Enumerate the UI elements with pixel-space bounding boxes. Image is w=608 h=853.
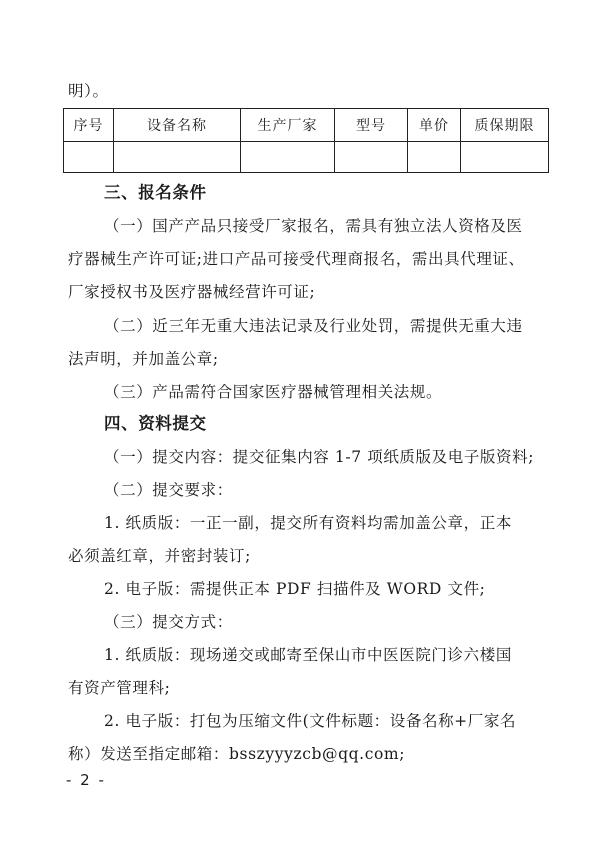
table-cell <box>114 142 241 173</box>
paragraph-line: 厂家授权书及医疗器械经营许可证; <box>68 283 316 301</box>
table-row <box>64 142 549 173</box>
paragraph-line: 1. 纸质版：一正一副，提交所有资料均需加盖公章，正本 <box>104 514 512 532</box>
paragraph-line: 1. 纸质版：现场递交或邮寄至保山市中医医院门诊六楼国 <box>104 646 512 664</box>
table-header-cell: 单价 <box>408 109 461 142</box>
paragraph-line: 2. 电子版：需提供正本 PDF 扫描件及 WORD 文件; <box>104 580 486 598</box>
table-header-cell: 质保期限 <box>461 109 549 142</box>
table-cell <box>64 142 114 173</box>
paragraph-line: 法声明，并加盖公章; <box>68 350 219 368</box>
table-header-cell: 型号 <box>335 109 408 142</box>
continuation-text: 明）。 <box>68 82 109 100</box>
paragraph-line: （一）提交内容：提交征集内容 1-7 项纸质版及电子版资料; <box>104 448 535 466</box>
table-header-cell: 序号 <box>64 109 114 142</box>
paragraph-line: 称）发送至指定邮箱：bsszyyyzcb@qq.com; <box>68 745 406 763</box>
paragraph-line: （三）提交方式： <box>104 613 233 631</box>
table-header-cell: 生产厂家 <box>241 109 335 142</box>
table-header-row <box>64 109 549 142</box>
table-cell <box>241 142 335 173</box>
paragraph-line: （二）近三年无重大违法记录及行业处罚，需提供无重大违 <box>104 317 523 335</box>
paragraph-line: 疗器械生产许可证;进口产品可接受代理商报名，需出具代理证、 <box>68 250 525 268</box>
paragraph-line: （三）产品需符合国家医疗器械管理相关法规。 <box>104 383 443 401</box>
section-heading: 四、资料提交 <box>104 414 207 433</box>
paragraph-line: 有资产管理科; <box>68 679 171 697</box>
page-number: - 2 - <box>66 771 106 789</box>
table-cell <box>335 142 408 173</box>
paragraph-line: （一）国产产品只接受厂家报名，需具有独立法人资格及医 <box>104 217 523 235</box>
paragraph-line: （二）提交要求： <box>104 481 233 499</box>
paragraph-line: 必须盖红章，并密封装订; <box>68 547 251 565</box>
table-cell <box>408 142 461 173</box>
paragraph-line: 2. 电子版：打包为压缩文件(文件标题：设备名称+厂家名 <box>104 712 517 730</box>
equipment-table <box>63 108 549 173</box>
table-header-cell: 设备名称 <box>114 109 241 142</box>
section-heading: 三、报名条件 <box>104 183 207 202</box>
table-cell <box>461 142 549 173</box>
